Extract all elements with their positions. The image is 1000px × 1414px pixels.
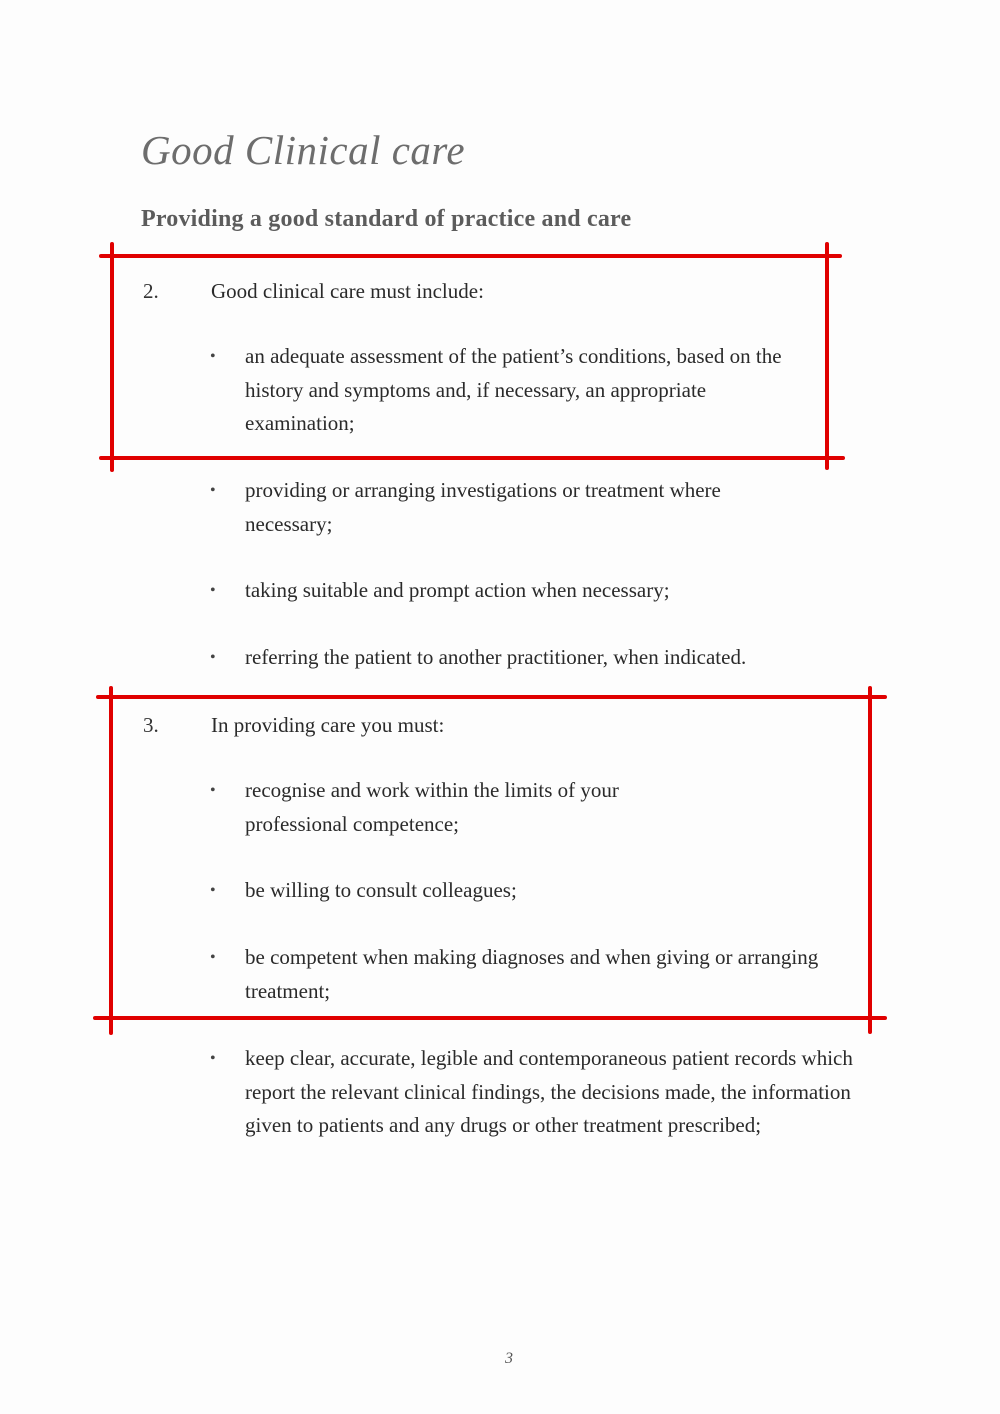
- bullet-icon: •: [210, 582, 216, 599]
- bullet-icon: •: [210, 649, 216, 666]
- page-number: 3: [505, 1350, 513, 1367]
- bullet-icon: •: [210, 949, 216, 966]
- list-item: recognise and work within the limits of your professional competence;: [245, 778, 619, 836]
- list-item: taking suitable and prompt action when necessary;: [245, 578, 670, 602]
- list-item: be competent when making diagnoses and when giving or arranging treatment;: [245, 945, 819, 1003]
- list-item: an adequate assessment of the patient’s conditions, based on the history and symptoms and, if necessary, an appropriate examination;: [245, 344, 782, 435]
- bullet-icon: •: [210, 882, 216, 899]
- list-item: keep clear, accurate, legible and contemporaneous patient records which report the relevant clinical findings, the decisions made, the information given to patients and any drugs or other treatment prescribed;: [245, 1046, 853, 1137]
- bullet-icon: •: [210, 782, 216, 799]
- list-item: be willing to consult colleagues;: [245, 878, 517, 902]
- section-number: 3.: [143, 713, 159, 737]
- bullet-icon: •: [210, 348, 216, 365]
- section-lead: Good clinical care must include:: [211, 279, 484, 303]
- bullet-icon: •: [210, 482, 216, 499]
- section-subtitle: Providing a good standard of practice and care: [141, 206, 632, 232]
- list-item: referring the patient to another practitioner, when indicated.: [245, 645, 747, 669]
- page-title: Good Clinical care: [141, 127, 466, 173]
- section-number: 2.: [143, 279, 159, 303]
- bullet-icon: •: [210, 1050, 216, 1067]
- section-lead: In providing care you must:: [211, 713, 445, 737]
- list-item: providing or arranging investigations or treatment where necessary;: [245, 478, 721, 536]
